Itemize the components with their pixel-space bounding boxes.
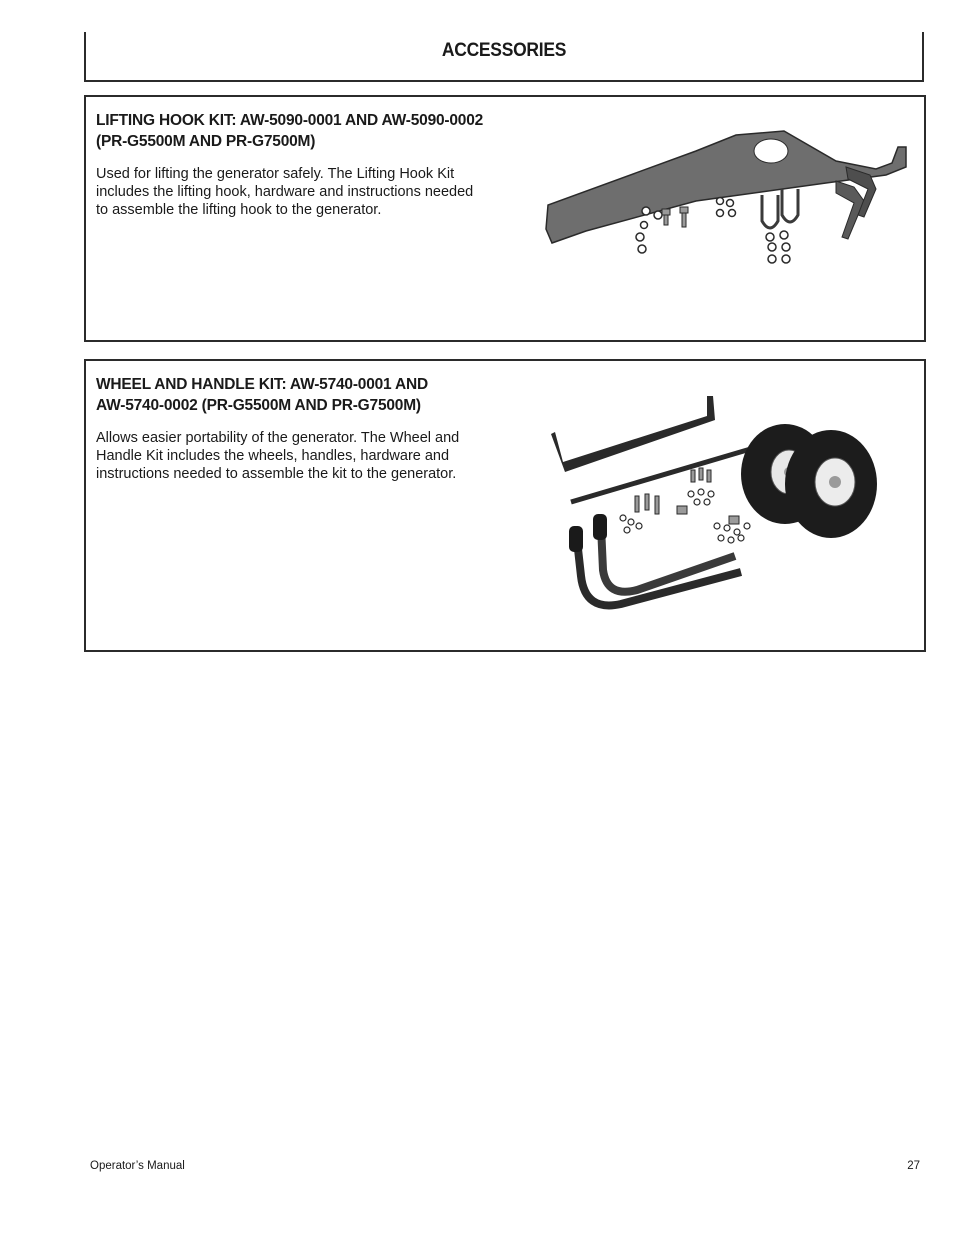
section-header: [84, 32, 924, 82]
kit-title: [96, 110, 536, 152]
kit-title-line: (PR-G5500M AND PR-G7500M): [96, 133, 316, 150]
footer-page-number: 27: [907, 1160, 920, 1172]
kit-description-line: includes the lifting hook, hardware and instructions needed: [96, 184, 474, 200]
hardware-bolts: [662, 207, 688, 227]
wheel: [785, 430, 877, 538]
wheel-handle-kit-box: [84, 359, 926, 652]
kit-title-line: AW-5740-0002 (PR-G5500M AND PR-G7500M): [96, 397, 421, 414]
page-title: ACCESSORIES: [441, 40, 567, 61]
kit-description-line: instructions needed to assemble the kit to the generator.: [96, 466, 457, 482]
lifting-hook-kit-box: [84, 95, 926, 342]
lifting-hook-kit-photo: [536, 117, 916, 267]
kit-description: [96, 165, 516, 219]
u-bolt-part: [782, 189, 798, 222]
kit-title: [96, 374, 536, 416]
u-bolt-part: [762, 195, 778, 228]
kit-title-line: WHEEL AND HANDLE KIT: AW-5740-0001 AND: [96, 376, 428, 393]
kit-description-line: to assemble the lifting hook to the generator.: [96, 202, 382, 218]
kit-title-line: LIFTING HOOK KIT: AW-5090-0001 AND AW-5090-0002: [96, 112, 484, 129]
footer-manual-label: Operator’s Manual: [90, 1160, 185, 1172]
kit-description-line: Used for lifting the generator safely. The Lifting Hook Kit: [96, 166, 455, 182]
handle-grip: [593, 514, 607, 540]
axle-bracket: [551, 396, 715, 472]
lifting-hook-hole: [754, 139, 788, 163]
handle-grip: [569, 526, 583, 552]
kit-description-line: Handle Kit includes the wheels, handles, hardware and: [96, 448, 450, 464]
kit-description-line: Allows easier portability of the generator. The Wheel and: [96, 430, 460, 446]
kit-description: [96, 429, 516, 483]
wheel-handle-kit-photo: [541, 376, 921, 646]
